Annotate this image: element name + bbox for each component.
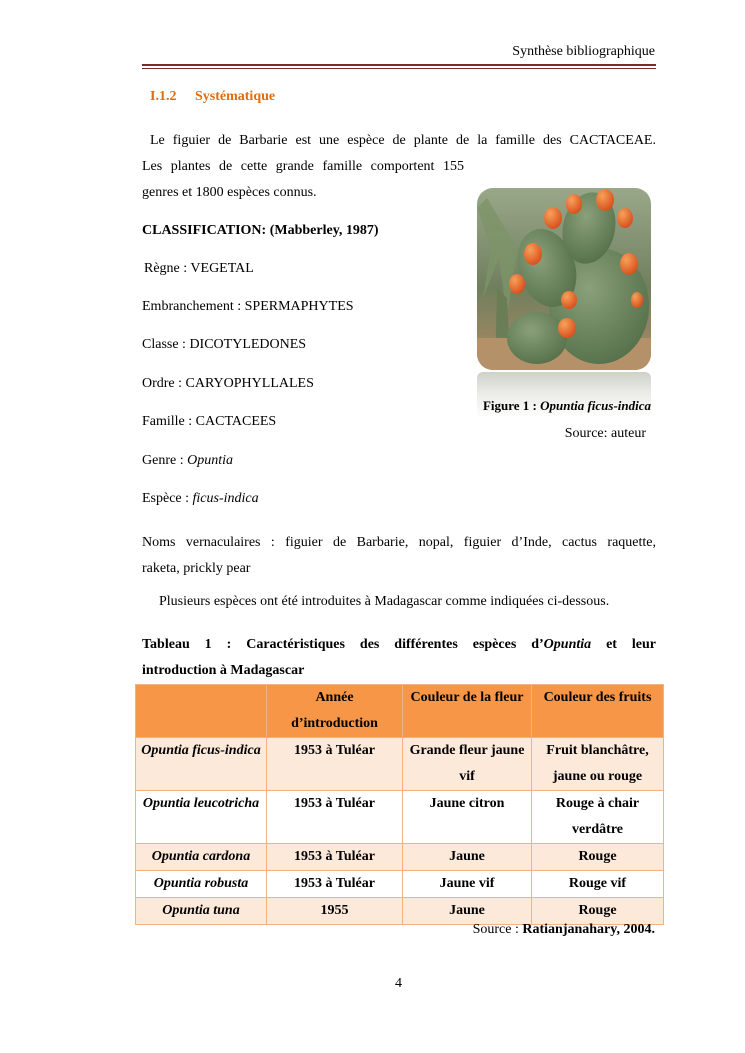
table-header-row [136, 685, 664, 738]
section-number: I.1.2 [150, 89, 177, 104]
table-row [136, 738, 664, 791]
intro-line-1: Le figuier de Barbarie est une espèce de plante de la famille des CACTACEAE. [150, 133, 656, 148]
year-cell: 1953 à Tuléar [267, 871, 403, 898]
species-cell: Opuntia ficus-indica [136, 738, 267, 791]
header-rule-thick [142, 64, 656, 66]
species-table [135, 684, 664, 925]
introduction-sentence: Plusieurs espèces ont été introduites à Madagascar comme indiquées ci-dessous. [159, 594, 610, 609]
figure-caption-label: Figure 1 : [482, 398, 541, 413]
vernacular-names [142, 530, 656, 582]
year-cell: 1955 [267, 898, 403, 925]
table-source-value: Ratianjanahary, 2004. [522, 922, 655, 937]
table-caption-line-1 [142, 632, 656, 658]
flower-cell: Jaune [403, 844, 532, 871]
table-row [136, 791, 664, 844]
classification-heading: CLASSIFICATION: (Mabberley, 1987) [142, 223, 379, 238]
table-caption-part1: Tableau 1 : Caractéristiques des différentes espèces d’ [142, 637, 544, 652]
cactus-photo [477, 188, 651, 370]
header-cell-fruit: Couleur des fruits [532, 685, 664, 738]
classification-regne: Règne : VEGETAL [144, 261, 254, 276]
species-cell: Opuntia cardona [136, 844, 267, 871]
section-title: Systématique [195, 89, 276, 104]
table-caption-line-2: introduction à Madagascar [142, 663, 305, 678]
table-row [136, 871, 664, 898]
fruit-cell: Rouge à chair verdâtre [532, 791, 664, 844]
table-caption-part2: et leur [591, 637, 657, 652]
table-source [473, 922, 655, 938]
classification-embranchement: Embranchement : SPERMAPHYTES [142, 299, 354, 314]
espece-value: ficus-indica [192, 491, 259, 506]
vernacular-line-1: Noms vernaculaires : figuier de Barbarie, nopal, figuier d’Inde, cactus raquette, [142, 535, 656, 550]
header-cell-flower: Couleur de la fleur [403, 685, 532, 738]
year-cell: 1953 à Tuléar [267, 844, 403, 871]
figure-source: Source: auteur [564, 426, 646, 441]
figure-caption-species: Opuntia ficus-indica [540, 398, 651, 413]
table-row [136, 898, 664, 925]
flower-cell: Jaune [403, 898, 532, 925]
flower-cell: Jaune citron [403, 791, 532, 844]
classification-genre [142, 453, 233, 469]
page-number: 4 [395, 976, 402, 991]
table-source-label: Source : [472, 922, 523, 937]
fruit-cell: Rouge vif [532, 871, 664, 898]
genre-label: Genre : [142, 453, 188, 468]
classification-classe: Classe : DICOTYLEDONES [142, 337, 307, 352]
header-cell-year: Année d’introduction [267, 685, 403, 738]
figure-caption [483, 398, 651, 414]
classification-ordre: Ordre : CARYOPHYLLALES [142, 376, 314, 391]
species-cell: Opuntia leucotricha [136, 791, 267, 844]
header-rule-thin [142, 68, 656, 69]
espece-label: Espèce : [142, 491, 193, 506]
flower-cell: Grande fleur jaune vif [403, 738, 532, 791]
vernacular-line-2: raketa, prickly pear [142, 561, 251, 576]
year-cell: 1953 à Tuléar [267, 738, 403, 791]
genre-value: Opuntia [187, 453, 233, 468]
intro-line-3: genres et 1800 espèces connus. [142, 185, 317, 200]
species-cell: Opuntia tuna [136, 898, 267, 925]
flower-cell: Jaune vif [403, 871, 532, 898]
table-caption-genus: Opuntia [543, 637, 592, 652]
classification-espece [142, 491, 259, 507]
fruit-cell: Rouge [532, 844, 664, 871]
year-cell: 1953 à Tuléar [267, 791, 403, 844]
header-cell-empty [136, 685, 267, 738]
section-heading [150, 89, 275, 105]
species-cell: Opuntia robusta [136, 871, 267, 898]
running-header: Synthèse bibliographique [512, 44, 655, 59]
table-row [136, 844, 664, 871]
table-caption [142, 632, 656, 684]
fruit-cell: Fruit blanchâtre, jaune ou rouge [532, 738, 664, 791]
intro-line-2: Les plantes de cette grande famille comportent 155 [142, 159, 464, 174]
fruit-cell: Rouge [532, 898, 664, 925]
classification-famille: Famille : CACTACEES [142, 414, 277, 429]
